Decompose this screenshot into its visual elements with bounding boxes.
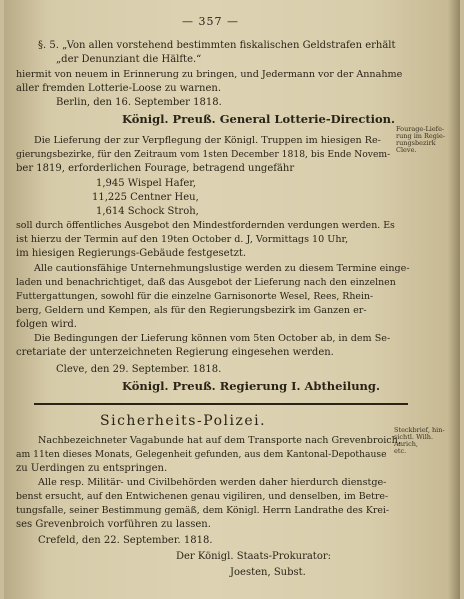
- notice1-line: „der Denunziant die Hälfte.“: [56, 54, 202, 65]
- notice2-margin-note: [396, 126, 445, 154]
- notice2-line: gierungsbezirke, für den Zeitraum vom 1sten December 1818, bis Ende Novem-: [16, 149, 391, 160]
- notice2-line: ber 1819, erforderlichen Fourage, betragend ungefähr: [16, 163, 295, 174]
- margin-note-line: sichtl. Wilh.: [394, 433, 434, 441]
- notice3-date: Crefeld, den 22. September. 1818.: [38, 535, 213, 546]
- notice2-body-line: folgen wird.: [16, 319, 77, 330]
- margin-note-line: Cleve.: [396, 146, 417, 154]
- margin-note-line: Steckbrief, hin-: [394, 426, 445, 434]
- notice3-line: Alle resp. Militär- und Civilbehörden werden daher hierdurch dienstge-: [38, 477, 387, 488]
- notice2-body-line: im hiesigen Regierungs-Gebäude festgesetzt.: [16, 248, 247, 259]
- notice3-signature-name: Joesten, Subst.: [230, 567, 306, 578]
- notice3-heading: Sicherheits-Polizei.: [100, 413, 267, 429]
- section-divider: [34, 403, 408, 405]
- margin-note-line: Anrich,: [394, 440, 418, 448]
- notice2-body-line: laden und benachrichtiget, daß das Ausgebot der Lieferung nach den einzelnen: [16, 277, 396, 288]
- notice3-line: am 11ten dieses Monats, Gelegenheit gefunden, aus dem Kantonal-Depothause: [16, 449, 387, 460]
- notice2-authority: Königl. Preuß. Regierung I. Abtheilung.: [122, 379, 380, 393]
- notice2-body-line: soll durch öffentliches Ausgebot den Mindestfordernden verdungen werden. Es: [16, 220, 395, 231]
- notice3-line: Nachbezeichneter Vagabunde hat auf dem Transporte nach Grevenbroich,: [38, 435, 401, 446]
- page-number: — 357 —: [182, 15, 239, 28]
- notice2-line: Die Lieferung der zur Verpflegung der Königl. Truppen im hiesigen Re-: [34, 135, 381, 146]
- margin-note-line: Fourage-Liefe-: [396, 125, 445, 133]
- notice3-line: zu Uerdingen zu entspringen.: [16, 463, 168, 474]
- notice1-date: Berlin, den 16. September 1818.: [56, 97, 222, 108]
- notice2-body-line: ist hierzu der Termin auf den 19ten October d. J, Vormittags 10 Uhr,: [16, 234, 349, 245]
- margin-note-line: rungsbezirk: [396, 139, 436, 147]
- quantity-item: 11,225 Centner Heu,: [92, 192, 199, 203]
- notice2-body-line: berg, Geldern und Kempen, als für den Regierungsbezirk im Ganzen er-: [16, 305, 367, 316]
- page-binding-shadow: [448, 0, 460, 599]
- notice2-body-line: Futtergattungen, sowohl für die einzelne Garnisonorte Wesel, Rees, Rhein-: [16, 291, 374, 302]
- margin-note-line: rung im Regie-: [396, 132, 446, 140]
- newspaper-page: [4, 0, 460, 599]
- notice3-signature-title: Der Königl. Staats-Prokurator:: [176, 551, 331, 562]
- notice2-body-line: cretariate der unterzeichneten Regierung eingesehen werden.: [16, 347, 334, 358]
- notice3-margin-note: [394, 427, 445, 455]
- notice1-line: hiermit von neuem in Erinnerung zu bringen, und Jedermann vor der Annahme: [16, 69, 403, 80]
- notice1-line: aller fremden Lotterie-Loose zu warnen.: [16, 83, 222, 94]
- notice3-line: benst ersucht, auf den Entwichenen genau vigiliren, und denselben, im Betre-: [16, 491, 389, 502]
- notice2-body-line: Alle cautionsfähige Unternehmungslustige werden zu diesem Termine einge-: [34, 263, 410, 274]
- margin-note-line: etc.: [394, 447, 407, 455]
- notice2-body-line: Die Bedingungen der Lieferung können vom 5ten October ab, in dem Se-: [34, 333, 391, 344]
- quantity-item: 1,614 Schock Stroh,: [96, 206, 199, 217]
- notice1-line: §. 5. „Von allen vorstehend bestimmten fiskalischen Geldstrafen erhält: [38, 40, 396, 51]
- notice2-date: Cleve, den 29. September. 1818.: [56, 364, 222, 375]
- notice1-authority: Königl. Preuß. General Lotterie-Direction.: [122, 112, 396, 126]
- notice3-line: ses Grevenbroich vorführen zu lassen.: [16, 519, 211, 530]
- quantity-item: 1,945 Wispel Hafer,: [96, 178, 197, 189]
- notice3-line: tungsfalle, seiner Bestimmung gemäß, dem Königl. Herrn Landrathe des Krei-: [16, 505, 390, 516]
